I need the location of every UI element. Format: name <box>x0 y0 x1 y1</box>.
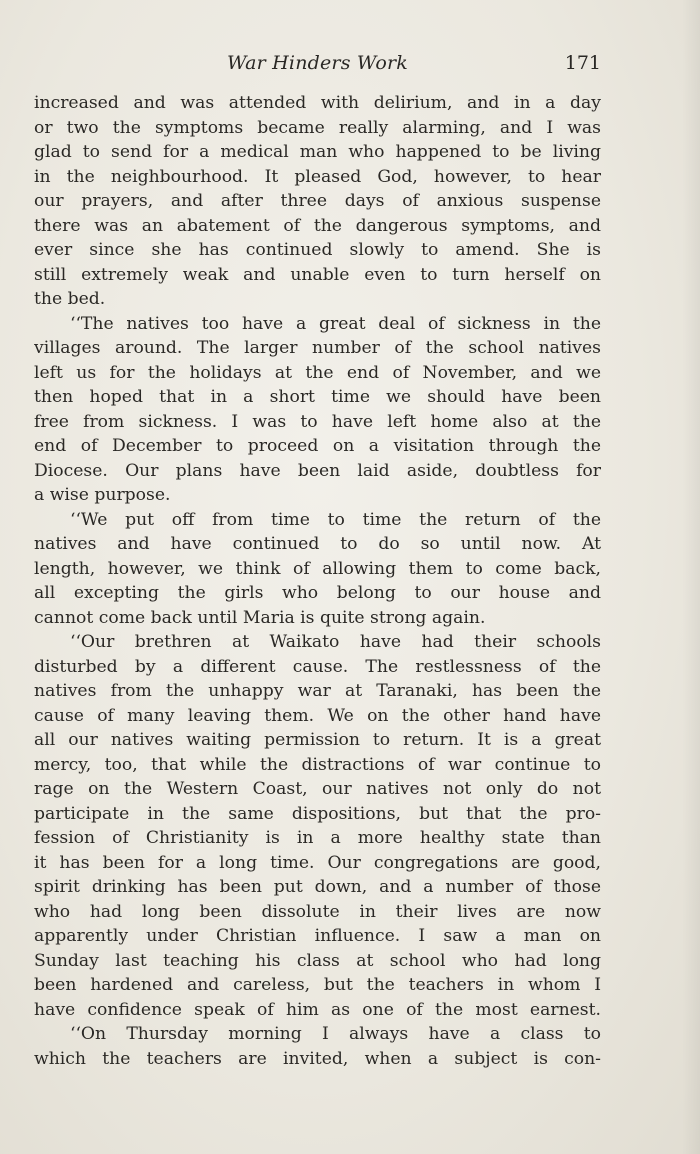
text-line: natives from the unhappy war at Taranaki, has been the <box>34 681 601 701</box>
text-line: ‘‘On Thursday morning I always have a class to <box>70 1024 601 1044</box>
text-line: spirit drinking has been put down, and a number of those <box>34 877 601 897</box>
text-line: still extremely weak and unable even to turn herself on <box>34 264 601 285</box>
text-line: ‘‘Our brethren at Waikato have had their schools <box>70 632 601 652</box>
running-title: War Hinders Work <box>227 52 408 74</box>
text-line: been hardened and careless, but the teachers in whom I <box>34 975 601 995</box>
text-line: have confidence speak of him as one of the most earnest. <box>34 999 601 1020</box>
text-line: participate in the same dispositions, but that the pro- <box>34 803 601 824</box>
text-line: ‘‘We put off from time to time the return of the <box>70 509 601 530</box>
page-header <box>34 52 601 82</box>
text-line: there was an abatement of the dangerous symptoms, and <box>34 215 601 236</box>
text-line: a wise purpose. <box>34 485 171 505</box>
text-line: who had long been dissolute in their lives are now <box>34 901 601 922</box>
text-line: our prayers, and after three days of anxious suspense <box>34 191 601 211</box>
text-line: ‘‘The natives too have a great deal of sickness in the <box>70 313 601 334</box>
text-line: in the neighbourhood. It pleased God, however, to hear <box>34 166 601 187</box>
text-line: villages around. The larger number of the school natives <box>34 338 601 358</box>
text-line: the bed. <box>34 289 106 309</box>
text-line: rage on the Western Coast, our natives not only do not <box>34 779 601 799</box>
text-line: left us for the holidays at the end of November, and we <box>34 362 601 383</box>
text-line: length, however, we think of allowing them to come back, <box>34 558 601 579</box>
text-line: glad to send for a medical man who happened to be living <box>34 142 601 162</box>
text-line: cause of many leaving them. We on the other hand have <box>34 705 601 726</box>
text-line: it has been for a long time. Our congregations are good, <box>34 852 601 873</box>
text-line: then hoped that in a short time we should have been <box>34 387 601 407</box>
text-line: end of December to proceed on a visitation through the <box>34 436 601 456</box>
text-line: all our natives waiting permission to return. It is a great <box>34 730 601 750</box>
text-line: or two the symptoms became really alarming, and I was <box>34 117 601 138</box>
text-line: all excepting the girls who belong to our house and <box>34 583 601 603</box>
text-line: disturbed by a different cause. The restlessness of the <box>34 656 601 677</box>
text-line: ever since she has continued slowly to amend. She is <box>34 240 601 260</box>
text-line: cannot come back until Maria is quite strong again. <box>34 607 486 628</box>
text-line: Sunday last teaching his class at school who had long <box>34 950 601 971</box>
text-line: which the teachers are invited, when a subject is con- <box>34 1048 601 1069</box>
text-line: natives and have continued to do so until now. At <box>34 534 601 554</box>
text-line: mercy, too, that while the distractions of war continue to <box>34 754 601 775</box>
page-number: 171 <box>564 52 601 74</box>
text-line: Diocese. Our plans have been laid aside, doubtless for <box>34 460 601 481</box>
text-line: apparently under Christian influence. I saw a man on <box>34 926 601 946</box>
body-text <box>34 91 601 1071</box>
text-line: free from sickness. I was to have left home also at the <box>34 411 601 432</box>
text-line: increased and was attended with delirium, and in a day <box>34 93 601 113</box>
text-line: fession of Christianity is in a more healthy state than <box>34 828 601 848</box>
